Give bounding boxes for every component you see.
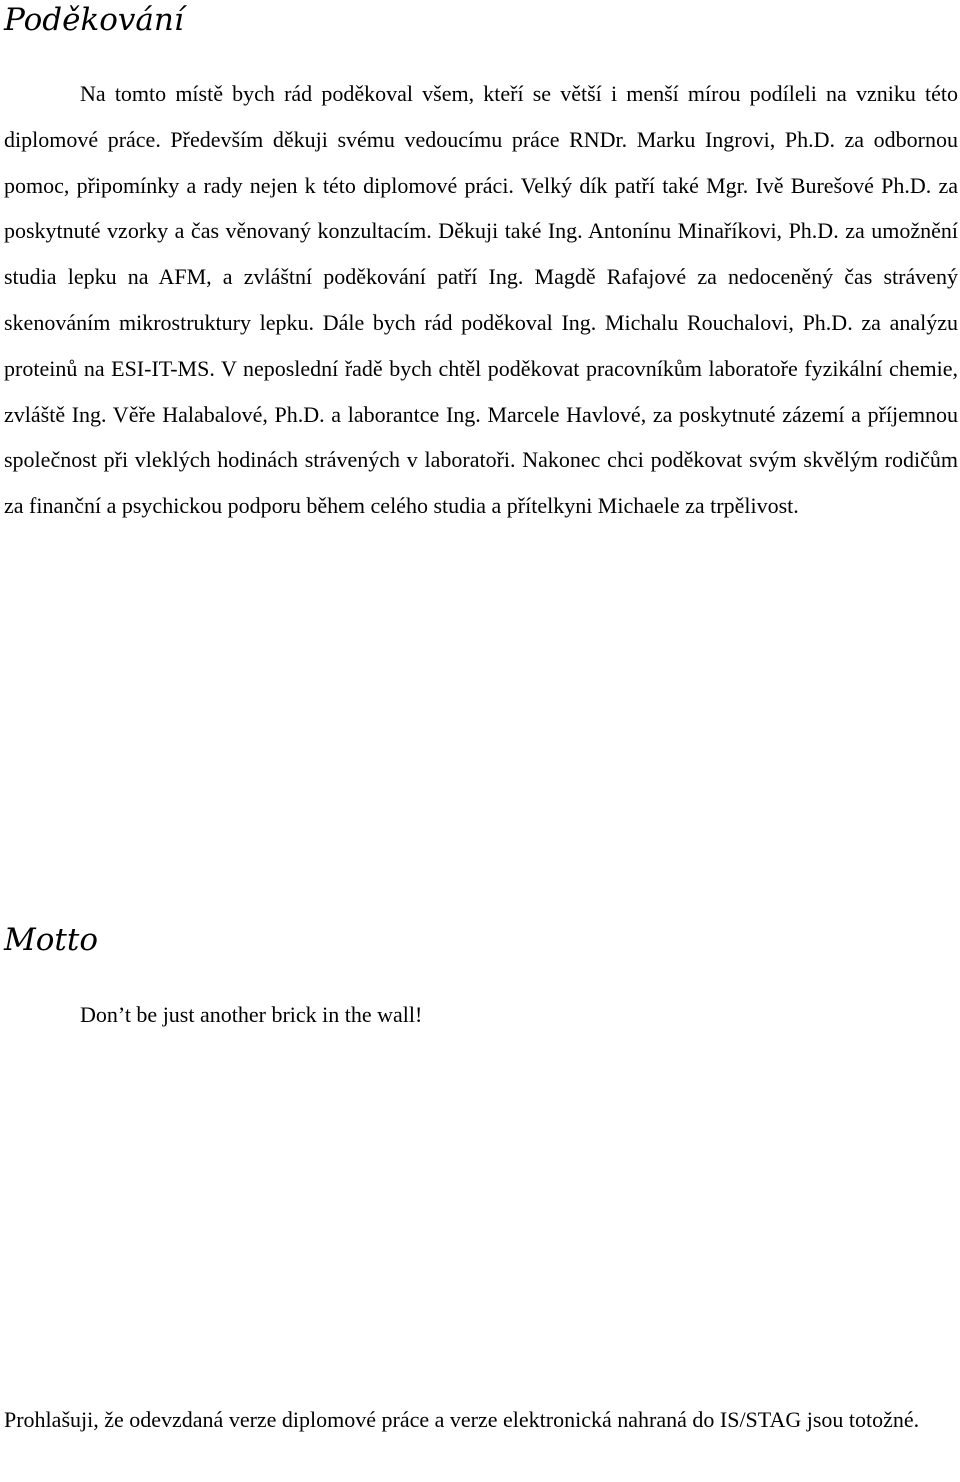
acknowledgements-heading: Poděkování [4,2,184,38]
motto-quote: Don’t be just another brick in the wall! [80,1002,423,1027]
declaration-paragraph: Prohlašuji, že odevzdaná verze diplomové práce a verze elektronická nahraná do IS/STAG jsou totožné. [4,1407,920,1432]
motto-heading: Motto [4,922,98,958]
acknowledgements-paragraph: Na tomto místě bych rád poděkoval všem, kteří se větší i menší mírou podíleli na vzniku této diplomové práce. Především děkuji svému vedoucímu práce RNDr. Marku Ingrovi, Ph.D. za odbornou pomoc, připomínky a rady nejen k této diplomové práci. Velký dík patří také Mgr. Ivě Burešové Ph.D. za poskytnuté vzorky a čas věnovaný konzultacím. Děkuji také Ing. Antonínu Minaříkovi, Ph.D. za umožnění studia lepku na AFM, a zvláštní poděkování patří Ing. Magdě Rafajové za nedoceněný čas strávený skenováním mikrostruktury lepku. Dále bych rád poděkoval Ing. Michalu Rouchalovi, Ph.D. za analýzu proteinů na ESI-IT-MS. V neposlední řadě bych chtěl poděkovat pracovníkům laboratoře fyzikální chemie, zvláště Ing. Věře Halabalové, Ph.D. a laborantce Ing. Marcele Havlové, za poskytnuté zázemí a příjemnou společnost při vleklých hodinách strávených v laboratoři. Nakonec chci poděkovat svým skvělým rodičům za finanční a psychickou podporu během celého studia a přítelkyni Michaele za trpělivost. [4,81,958,519]
